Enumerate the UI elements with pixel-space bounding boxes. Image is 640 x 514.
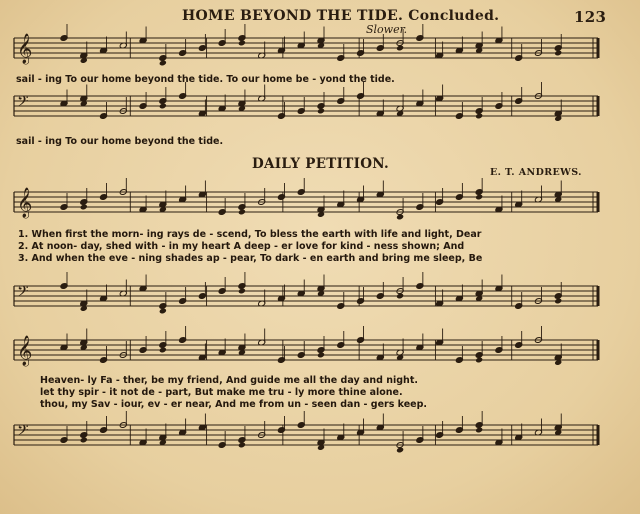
treble-clef-icon: 𝄞	[17, 336, 33, 366]
treble-clef-icon: 𝄞	[17, 34, 33, 64]
treble-clef-icon: 𝄞	[17, 188, 33, 218]
page-number: 123	[574, 8, 607, 26]
lyric-line: 3. And when the eve - ning shades ap - pear, To dark - en earth and bring me sleep, Be	[18, 253, 483, 264]
section-title-home-beyond-the-tide: HOME BEYOND THE TIDE. Concluded.	[182, 8, 500, 24]
lyric-line: 1. When first the morn- ing rays de - scend, To bless the earth with life and light, Dear	[18, 229, 482, 240]
tempo-mark: Slower.	[366, 23, 408, 36]
bass-clef-icon: 𝄢	[17, 283, 29, 304]
lyric-line: thou, my Sav - iour, ev - er near, And me from un - seen dan - gers keep.	[40, 399, 428, 410]
composer-credit: E. T. ANDREWS.	[490, 167, 582, 178]
bass-clef-icon: 𝄢	[17, 422, 29, 443]
bass-clef-icon: 𝄢	[17, 93, 29, 114]
lyric-line: sail - ing To our home beyond the tide.	[16, 136, 224, 147]
lyric-line: let thy spir - it not de - part, But make me tru - ly more thine alone.	[40, 387, 403, 398]
lyric-line: 2. At noon- day, shed with - in my heart A deep - er love for kind - ness shown; And	[18, 241, 465, 252]
lyric-line: Heaven- ly Fa - ther, be my friend, And guide me all the day and night.	[40, 375, 418, 386]
lyric-line: sail - ing To our home beyond the tide. To our home be - yond the tide.	[16, 74, 395, 85]
section-title-daily-petition: DAILY PETITION.	[252, 156, 390, 172]
